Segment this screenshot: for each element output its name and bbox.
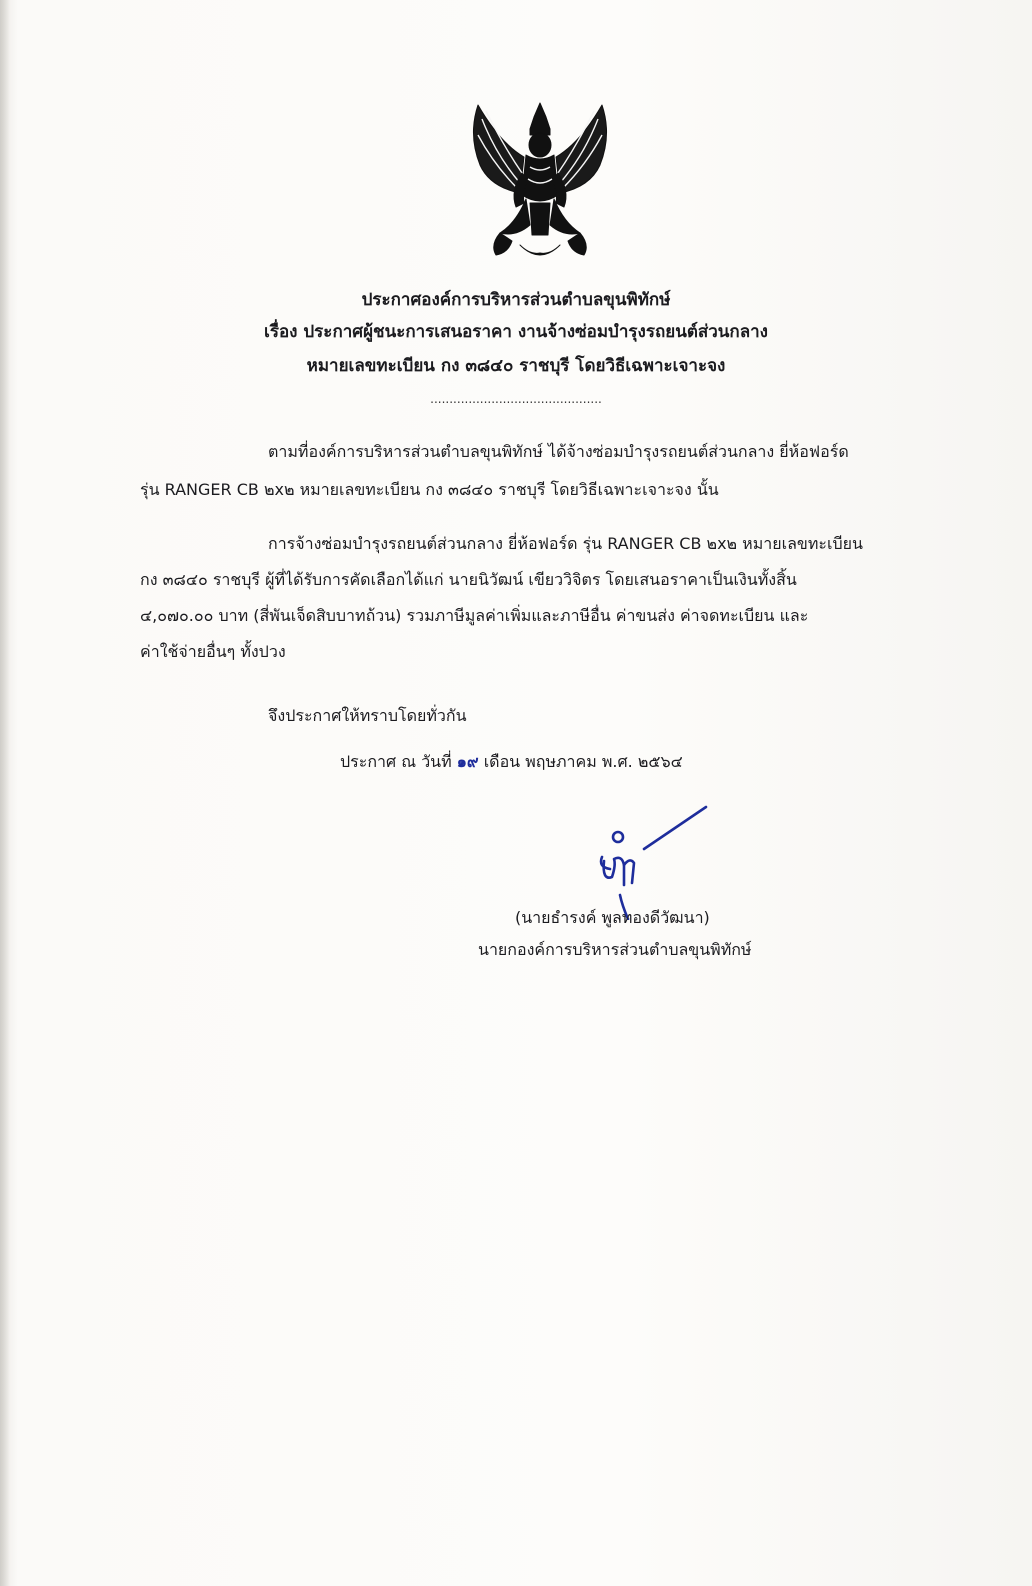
signatory-position: นายกองค์การบริหารส่วนตำบลขุนพิทักษ์ — [478, 940, 752, 959]
paragraph-1-line-2: รุ่น RANGER CB ๒x๒ หมายเลขทะเบียน กง ๓๘๔๐ ราชบุรี โดยวิธีเฉพาะเจาะจง นั้น — [140, 480, 719, 499]
plate-line: หมายเลขทะเบียน กง ๓๘๔๐ ราชบุรี โดยวิธีเฉพาะเจาะจง — [306, 356, 726, 376]
signatory-name: (นายธำรงค์ พูลทองดีวัฒนา) — [515, 908, 710, 927]
closing-statement: จึงประกาศให้ทราบโดยทั่วกัน — [268, 706, 467, 725]
subject-line: เรื่อง ประกาศผู้ชนะการเสนอราคา งานจ้างซ่อมบำรุงรถยนต์ส่วนกลาง — [264, 322, 768, 342]
announcement-date — [340, 750, 683, 775]
date-day-handwritten: ๑๙ — [456, 752, 479, 771]
date-prefix: ประกาศ ณ วันที่ — [340, 752, 457, 771]
paragraph-2-line-3: ๔,๐๗๐.๐๐ บาท (สี่พันเจ็ดสิบบาทถ้วน) รวมภาษีมูลค่าเพิ่มและภาษีอื่น ค่าขนส่ง ค่าจดทะเบียน และ — [140, 606, 809, 625]
heading-divider: ............................................. — [430, 392, 602, 406]
date-month-year: เดือน พฤษภาคม พ.ศ. ๒๕๖๔ — [478, 752, 683, 771]
paragraph-2-line-4: ค่าใช้จ่ายอื่นๆ ทั้งปวง — [140, 642, 286, 661]
paragraph-2-line-2: กง ๓๘๔๐ ราชบุรี ผู้ที่ได้รับการคัดเลือกได้แก่ นายนิวัฒน์ เขียววิจิตร โดยเสนอราคาเป็นเงินทั้งสิ้น — [140, 570, 797, 589]
paragraph-2-line-1: การจ้างซ่อมบำรุงรถยนต์ส่วนกลาง ยี่ห้อฟอร์ด รุ่น RANGER CB ๒x๒ หมายเลขทะเบียน — [268, 534, 863, 553]
org-title: ประกาศองค์การบริหารส่วนตำบลขุนพิทักษ์ — [361, 290, 671, 310]
paragraph-1-line-1: ตามที่องค์การบริหารส่วนตำบลขุนพิทักษ์ ได้จ้างซ่อมบำรุงรถยนต์ส่วนกลาง ยี่ห้อฟอร์ด — [268, 442, 849, 461]
garuda-emblem-icon — [460, 95, 620, 270]
handwritten-signature — [590, 805, 720, 920]
